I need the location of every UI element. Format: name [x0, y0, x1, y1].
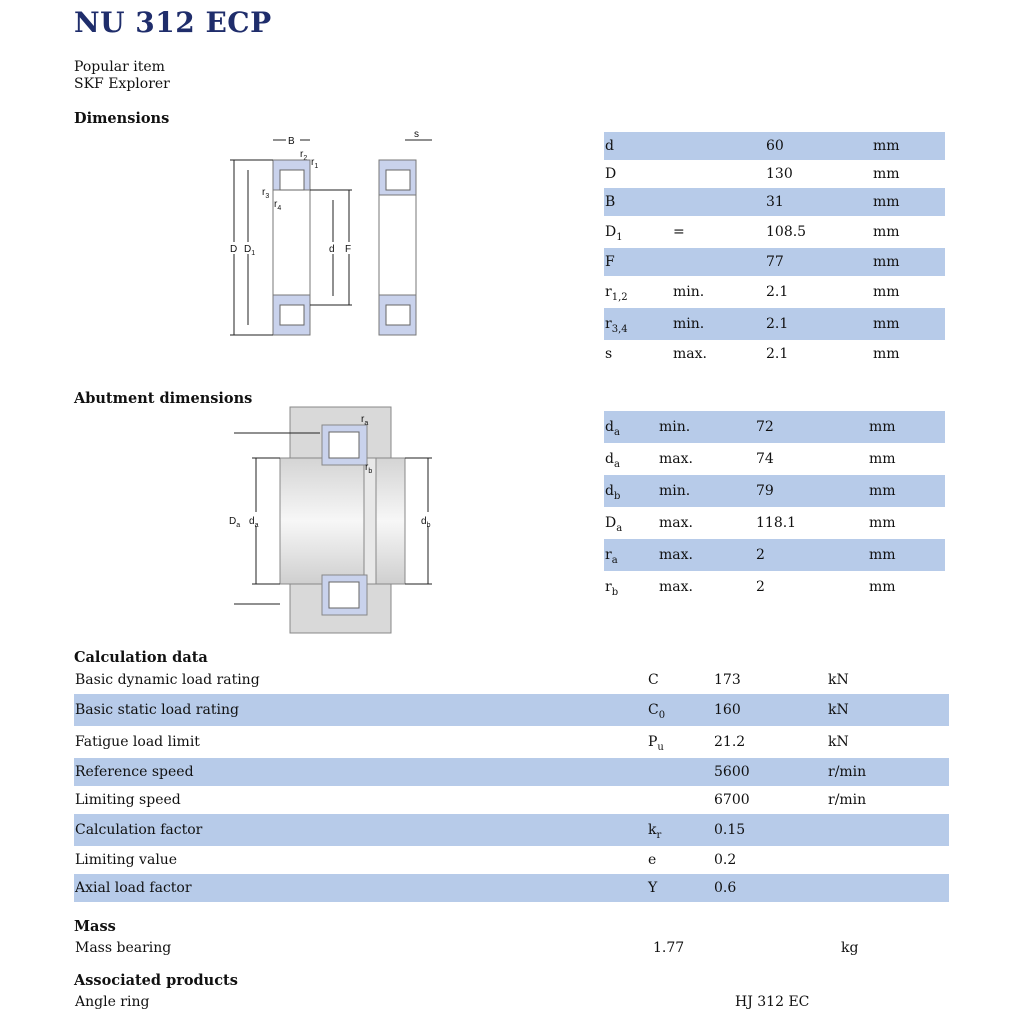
dimension-row-value: 31 — [765, 188, 872, 216]
label-D1: $D_1$ — [244, 244, 256, 257]
calculation-label: Limiting value — [75, 852, 178, 868]
abutment-row-value: 79 — [755, 475, 868, 507]
abutment-row-value: 74 — [756, 451, 774, 467]
calculation-row — [74, 726, 949, 758]
dimension-row-symbol: $r_{3,4}$ — [604, 308, 672, 340]
dimension-row — [604, 188, 945, 216]
abutment-row-value: 118.1 — [756, 515, 797, 531]
dimension-row — [604, 276, 945, 308]
dimension-row-unit: mm — [872, 308, 945, 340]
abutment-row — [604, 571, 945, 603]
label-Da: $D_a$ — [229, 516, 241, 529]
abutment-drawing — [225, 405, 440, 635]
dimension-row-value: 2.1 — [766, 284, 789, 300]
calculation-symbol: e — [648, 852, 657, 868]
abutment-row — [604, 443, 945, 475]
abutment-table — [604, 411, 945, 603]
calculation-unit: kN — [828, 672, 849, 688]
abutment-row-symbol: $d_b$ — [604, 475, 658, 507]
dimension-row-value: 2.1 — [765, 308, 872, 340]
abutment-row-qualifier: max. — [658, 539, 755, 571]
label-D: D — [230, 244, 238, 255]
dimension-row-qualifier — [672, 160, 765, 188]
dimension-row-symbol: D — [605, 166, 617, 182]
dimension-row-unit: mm — [872, 132, 945, 160]
calculation-label: Basic dynamic load rating — [75, 672, 260, 688]
label-da: $d_a$ — [249, 516, 259, 529]
calculation-value: 21.2 — [714, 734, 746, 750]
dimension-row — [604, 248, 945, 276]
calculation-label: Limiting speed — [75, 792, 181, 808]
dimension-row-unit: mm — [873, 284, 900, 300]
dimension-row — [604, 340, 945, 368]
calculation-value: 5600 — [713, 758, 827, 786]
calculation-row — [74, 846, 949, 874]
label-r2: $r_2$ — [300, 149, 308, 162]
side-upper-roller — [386, 170, 410, 190]
calculation-row — [74, 786, 949, 814]
calculation-label: Axial load factor — [74, 874, 647, 902]
calculation-unit: r/min — [828, 792, 867, 808]
dimensions-table — [604, 132, 945, 368]
dimension-row-value: 77 — [765, 248, 872, 276]
calculation-symbol: Y — [647, 874, 713, 902]
abutment-row-unit: mm — [869, 579, 896, 595]
label-r1: $r_1$ — [311, 157, 319, 170]
calculation-value: 0.6 — [713, 874, 827, 902]
abutment-row-unit: mm — [868, 411, 945, 443]
abutment-row-symbol: $r_b$ — [605, 579, 619, 598]
dimension-row-value: 2.1 — [766, 346, 789, 362]
dimension-row-qualifier: min. — [672, 308, 765, 340]
calculation-symbol — [647, 758, 713, 786]
calculation-unit: r/min — [827, 758, 949, 786]
label-r3: $r_3$ — [262, 187, 270, 200]
label-r4: $r_4$ — [274, 199, 282, 212]
abutment-row-value: 2 — [756, 579, 765, 595]
calculation-heading: Calculation data — [74, 649, 208, 666]
abutment-row — [604, 475, 945, 507]
dimension-row-value: 108.5 — [766, 224, 807, 240]
dimension-row-value: 60 — [765, 132, 872, 160]
abutment-row-value: 72 — [755, 411, 868, 443]
calculation-row — [74, 814, 949, 846]
lower-roller — [329, 582, 359, 608]
dimension-row-qualifier — [672, 248, 765, 276]
dimension-row-unit: mm — [873, 166, 900, 182]
dimension-row — [604, 216, 945, 248]
label-rb: $r_b$ — [365, 462, 373, 475]
dimension-row-symbol: d — [604, 132, 672, 160]
calculation-symbol: $P_u$ — [648, 734, 664, 753]
calculation-unit — [827, 814, 949, 846]
mass-unit: kg — [841, 940, 859, 956]
calculation-value: 0.15 — [713, 814, 827, 846]
calculation-unit: kN — [827, 694, 949, 726]
associated-heading: Associated products — [74, 972, 238, 989]
popular-item-tag: Popular item — [74, 59, 165, 75]
dimension-row-qualifier: max. — [673, 346, 707, 362]
lower-roller — [280, 305, 304, 325]
dimensions-heading: Dimensions — [74, 110, 170, 127]
dimension-row-unit: mm — [872, 248, 945, 276]
angle-ring — [364, 458, 376, 584]
calculation-value: 0.2 — [714, 852, 737, 868]
calculation-label: Reference speed — [74, 758, 647, 786]
calculation-symbol — [647, 786, 713, 814]
label-s: s — [414, 129, 419, 140]
dimension-row-symbol: F — [604, 248, 672, 276]
dimension-row-qualifier — [672, 132, 765, 160]
abutment-row-symbol: $d_a$ — [605, 451, 620, 470]
dimension-row-qualifier — [672, 188, 765, 216]
dimension-row-unit: mm — [873, 224, 900, 240]
abutment-row-unit: mm — [868, 539, 945, 571]
side-lower-roller — [386, 305, 410, 325]
dimension-row-unit: mm — [872, 188, 945, 216]
dimension-row-qualifier: = — [673, 224, 685, 240]
angle-ring-link[interactable]: HJ 312 EC — [735, 994, 810, 1010]
abutment-row-value: 2 — [755, 539, 868, 571]
label-db: $d_b$ — [421, 516, 431, 529]
abutment-row — [604, 411, 945, 443]
upper-roller — [329, 432, 359, 458]
abutment-row-qualifier: min. — [658, 411, 755, 443]
calculation-symbol: $k_r$ — [647, 814, 713, 846]
abutment-row — [604, 539, 945, 571]
calculation-label: Basic static load rating — [74, 694, 647, 726]
abutment-row-symbol: $D_a$ — [605, 515, 623, 534]
abutment-row-qualifier: max. — [659, 515, 693, 531]
upper-roller — [280, 170, 304, 190]
dimension-row — [604, 160, 945, 188]
label-B: B — [288, 136, 295, 147]
calculation-table — [74, 666, 949, 902]
abutment-row-qualifier: max. — [659, 451, 693, 467]
calculation-unit — [827, 846, 949, 874]
calculation-value: 160 — [713, 694, 827, 726]
calculation-row — [74, 874, 949, 902]
calculation-row — [74, 666, 949, 694]
mass-heading: Mass — [74, 918, 116, 935]
product-title: NU 312 ECP — [74, 6, 272, 39]
dimension-row-symbol: $D_1$ — [605, 224, 623, 243]
abutment-row-symbol: $r_a$ — [604, 539, 658, 571]
shaft — [280, 458, 405, 584]
calculation-unit: kN — [828, 734, 849, 750]
calculation-label: Fatigue load limit — [75, 734, 200, 750]
angle-ring-label: Angle ring — [75, 994, 150, 1010]
calculation-row — [74, 694, 949, 726]
calculation-label: Calculation factor — [74, 814, 647, 846]
abutment-row — [604, 507, 945, 539]
calculation-symbol: $C_0$ — [647, 694, 713, 726]
dimension-row-value: 130 — [766, 166, 793, 182]
abutment-row-qualifier: min. — [658, 475, 755, 507]
abutment-row-unit: mm — [869, 451, 896, 467]
calculation-unit — [827, 874, 949, 902]
skf-explorer-tag: SKF Explorer — [74, 76, 170, 92]
label-F: F — [345, 244, 352, 255]
calculation-row — [74, 758, 949, 786]
label-d: d — [329, 244, 335, 255]
dimension-row — [604, 308, 945, 340]
calculation-symbol: C — [648, 672, 659, 688]
dimension-row-symbol: s — [605, 346, 613, 362]
abutment-row-symbol: $d_a$ — [604, 411, 658, 443]
dimension-row-qualifier: min. — [673, 284, 705, 300]
bearing-dimension-drawing — [225, 128, 440, 340]
calculation-value: 6700 — [714, 792, 750, 808]
abutment-heading: Abutment dimensions — [74, 390, 253, 407]
mass-value: 1.77 — [653, 940, 685, 956]
mass-label: Mass bearing — [75, 940, 172, 956]
dimension-row — [604, 132, 945, 160]
dimension-row-symbol: B — [604, 188, 672, 216]
abutment-row-qualifier: max. — [659, 579, 693, 595]
dimension-row-symbol: $r_{1,2}$ — [605, 284, 628, 303]
abutment-row-unit: mm — [868, 475, 945, 507]
calculation-value: 173 — [714, 672, 741, 688]
dimension-row-unit: mm — [873, 346, 900, 362]
label-ra: $r_a$ — [361, 414, 369, 427]
abutment-row-unit: mm — [869, 515, 896, 531]
